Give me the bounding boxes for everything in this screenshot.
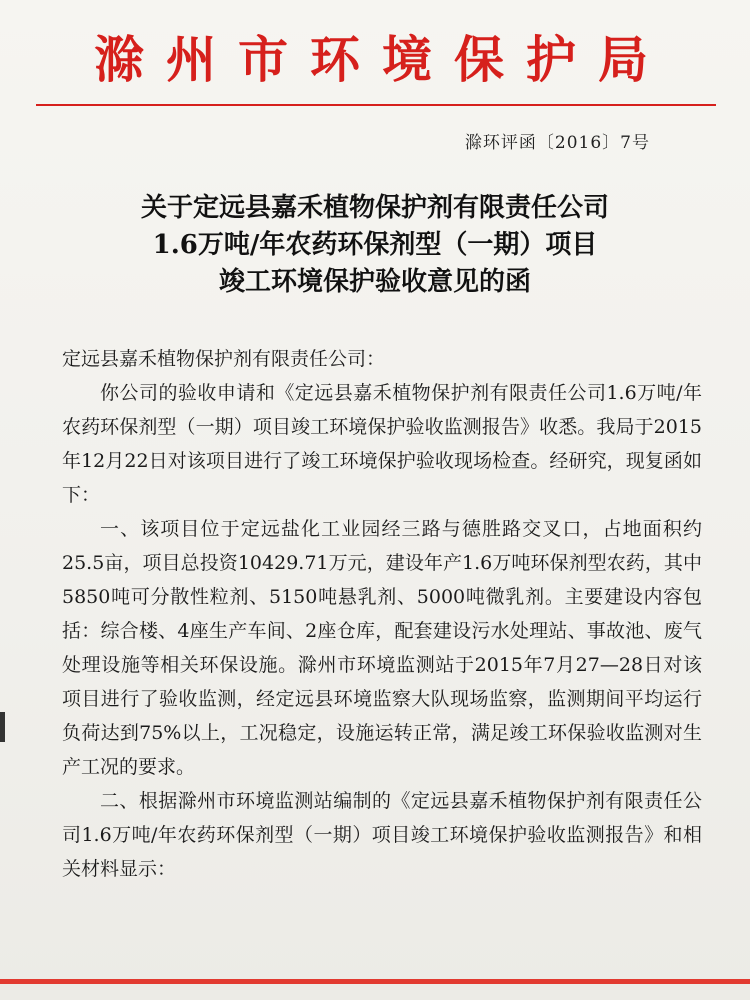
body-paragraph-intro: 你公司的验收申请和《定远县嘉禾植物保护剂有限责任公司1.6万吨/年农药环保剂型（一期）项目竣工环境保护验收监测报告》收悉。我局于2015年12月22日对该项目进行了竣工环境保护验收现场检查。经研究，现复函如下：: [62, 382, 702, 506]
title-line-1: 关于定远县嘉禾植物保护剂有限责任公司: [140, 193, 609, 223]
title-line-3: 竣工环境保护验收意见的函: [218, 267, 531, 297]
document-body: [62, 342, 702, 886]
title-line-2: 1.6万吨/年农药环保剂型（一期）项目: [152, 230, 598, 260]
body-paragraph-section-2: 二、根据滁州市环境监测站编制的《定远县嘉禾植物保护剂有限责任公司1.6万吨/年农药环保剂型（一期）项目竣工环境保护验收监测报告》和相关材料显示：: [62, 790, 702, 880]
letterhead-red-rule: [36, 104, 716, 106]
body-paragraph-section-1: 一、该项目位于定远盐化工业园经三路与德胜路交叉口，占地面积约25.5亩，项目总投资10429.71万元，建设年产1.6万吨环保剂型农药，其中5850吨可分散性粒剂、5150吨悬乳剂、5000吨微乳剂。主要建设内容包括：综合楼、4座生产车间、2座仓库，配套建设污水处理站、事故池、废气处理设施等相关环保设施。滁州市环境监测站于2015年7月27—28日对该项目进行了验收监测，经定远县环境监察大队现场监察，监测期间平均运行负荷达到75%以上，工况稳定，设施运转正常，满足竣工环保验收监测对生产工况的要求。: [62, 518, 702, 778]
document-title: [0, 190, 750, 301]
document-number: 滁环评函〔2016〕7号: [464, 133, 650, 153]
bottom-red-rule: [0, 979, 750, 984]
salutation: 定远县嘉禾植物保护剂有限责任公司：: [62, 348, 386, 370]
scan-edge-mark: [0, 712, 5, 742]
letterhead-org-name: 滁州市环境保护局: [94, 30, 670, 89]
